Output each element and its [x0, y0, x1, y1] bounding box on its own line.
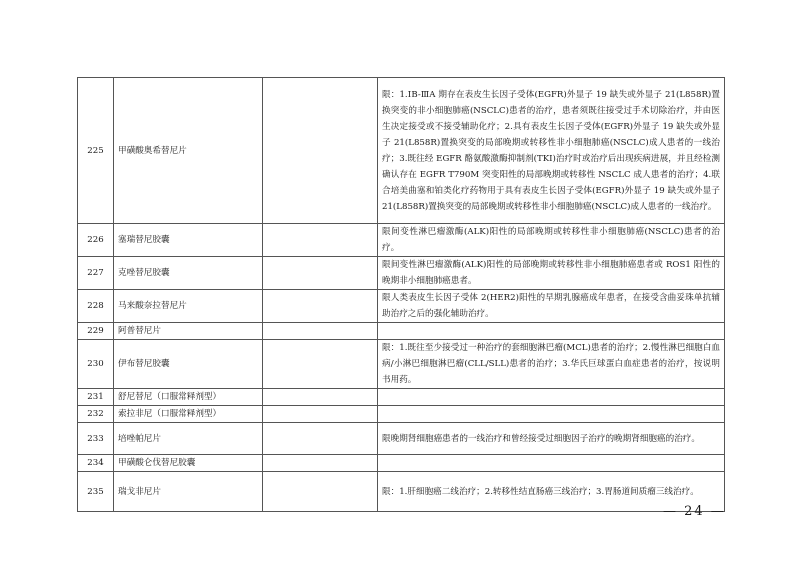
blank-cell [263, 323, 378, 340]
table-row [78, 323, 725, 340]
row-number: 229 [78, 323, 114, 340]
drug-name: 伊布替尼胶囊 [114, 340, 263, 389]
restriction-note: 限：1.肝细胞癌二线治疗；2.转移性结直肠癌三线治疗；3.胃肠道间质瘤三线治疗。 [378, 472, 725, 512]
row-number: 227 [78, 257, 114, 290]
restriction-note: 限晚期肾细胞癌患者的一线治疗和曾经接受过细胞因子治疗的晚期肾细胞癌的治疗。 [378, 423, 725, 455]
drug-name: 马来酸奈拉替尼片 [114, 290, 263, 323]
blank-cell [263, 472, 378, 512]
table-row [78, 423, 725, 455]
blank-cell [263, 257, 378, 290]
blank-cell [263, 340, 378, 389]
blank-cell [263, 290, 378, 323]
restriction-note: 限间变性淋巴瘤激酶(ALK)阳性的局部晚期或转移性非小细胞肺癌患者或 ROS1 阳性的晚期非小细胞肺癌患者。 [378, 257, 725, 290]
drug-name: 甲磺酸仑伐替尼胶囊 [114, 455, 263, 472]
row-number: 228 [78, 290, 114, 323]
blank-cell [263, 455, 378, 472]
restriction-note [378, 455, 725, 472]
restriction-note: 限：1.既往至少接受过一种治疗的套细胞淋巴瘤(MCL)患者的治疗；2.慢性淋巴细胞白血病/小淋巴细胞淋巴瘤(CLL/SLL)患者的治疗；3.华氏巨球蛋白血症患者的治疗，按说明书用药。 [378, 340, 725, 389]
table-row [78, 257, 725, 290]
drug-name: 索拉非尼（口服常释剂型） [114, 406, 263, 423]
drug-name: 阿普替尼片 [114, 323, 263, 340]
table-row [78, 340, 725, 389]
row-number: 226 [78, 224, 114, 257]
blank-cell [263, 423, 378, 455]
restriction-note [378, 323, 725, 340]
page-number: — 24 — [663, 504, 726, 519]
row-number: 225 [78, 78, 114, 224]
drug-name: 克唑替尼胶囊 [114, 257, 263, 290]
row-number: 230 [78, 340, 114, 389]
drug-name: 甲磺酸奥希替尼片 [114, 78, 263, 224]
row-number: 234 [78, 455, 114, 472]
restriction-note: 限：1.ⅠB-ⅢA 期存在表皮生长因子受体(EGFR)外显子 19 缺失或外显子 21(L858R)置换突变的非小细胞肺癌(NSCLC)患者的治疗，患者须既往接受过手术切除治疗，并由医生决定接受或不接受辅助化疗；2.具有表皮生长因子受体(EGFR)外显子 19 缺失或外显子 21(L858R)置换突变的局部晚期或转移性非小细胞肺癌(NSCLC)成人患者的一线治疗；3.既往经 EGFR 酪氨酸激酶抑制剂(TKI)治疗时或治疗后出现疾病进展，并且经检测确认存在 EGFR T790M 突变阳性的局部晚期或转移性 NSCLC 成人患者的治疗；4.联合培美曲塞和铂类化疗药物用于具有表皮生长因子受体(EGFR)外显子 19 缺失或外显子 21(L858R)置换突变的局部晚期或转移性非小细胞肺癌(NSCLC)成人患者的一线治疗。 [378, 78, 725, 224]
blank-cell [263, 406, 378, 423]
drug-name: 塞瑞替尼胶囊 [114, 224, 263, 257]
table-row [78, 406, 725, 423]
row-number: 233 [78, 423, 114, 455]
table-row [78, 78, 725, 224]
table-row [78, 455, 725, 472]
row-number: 231 [78, 389, 114, 406]
table-row [78, 224, 725, 257]
restriction-note [378, 406, 725, 423]
drug-name: 舒尼替尼（口服常释剂型） [114, 389, 263, 406]
blank-cell [263, 224, 378, 257]
blank-cell [263, 78, 378, 224]
row-number: 232 [78, 406, 114, 423]
drug-name: 瑞戈非尼片 [114, 472, 263, 512]
table-row [78, 389, 725, 406]
restriction-note: 限人类表皮生长因子受体 2(HER2)阳性的早期乳腺癌成年患者，在接受含曲妥珠单抗辅助治疗之后的强化辅助治疗。 [378, 290, 725, 323]
drug-name: 培唑帕尼片 [114, 423, 263, 455]
table-row [78, 290, 725, 323]
table-row [78, 472, 725, 512]
drug-table [77, 77, 725, 512]
row-number: 235 [78, 472, 114, 512]
restriction-note [378, 389, 725, 406]
blank-cell [263, 389, 378, 406]
restriction-note: 限间变性淋巴瘤激酶(ALK)阳性的局部晚期或转移性非小细胞肺癌(NSCLC)患者的治疗。 [378, 224, 725, 257]
